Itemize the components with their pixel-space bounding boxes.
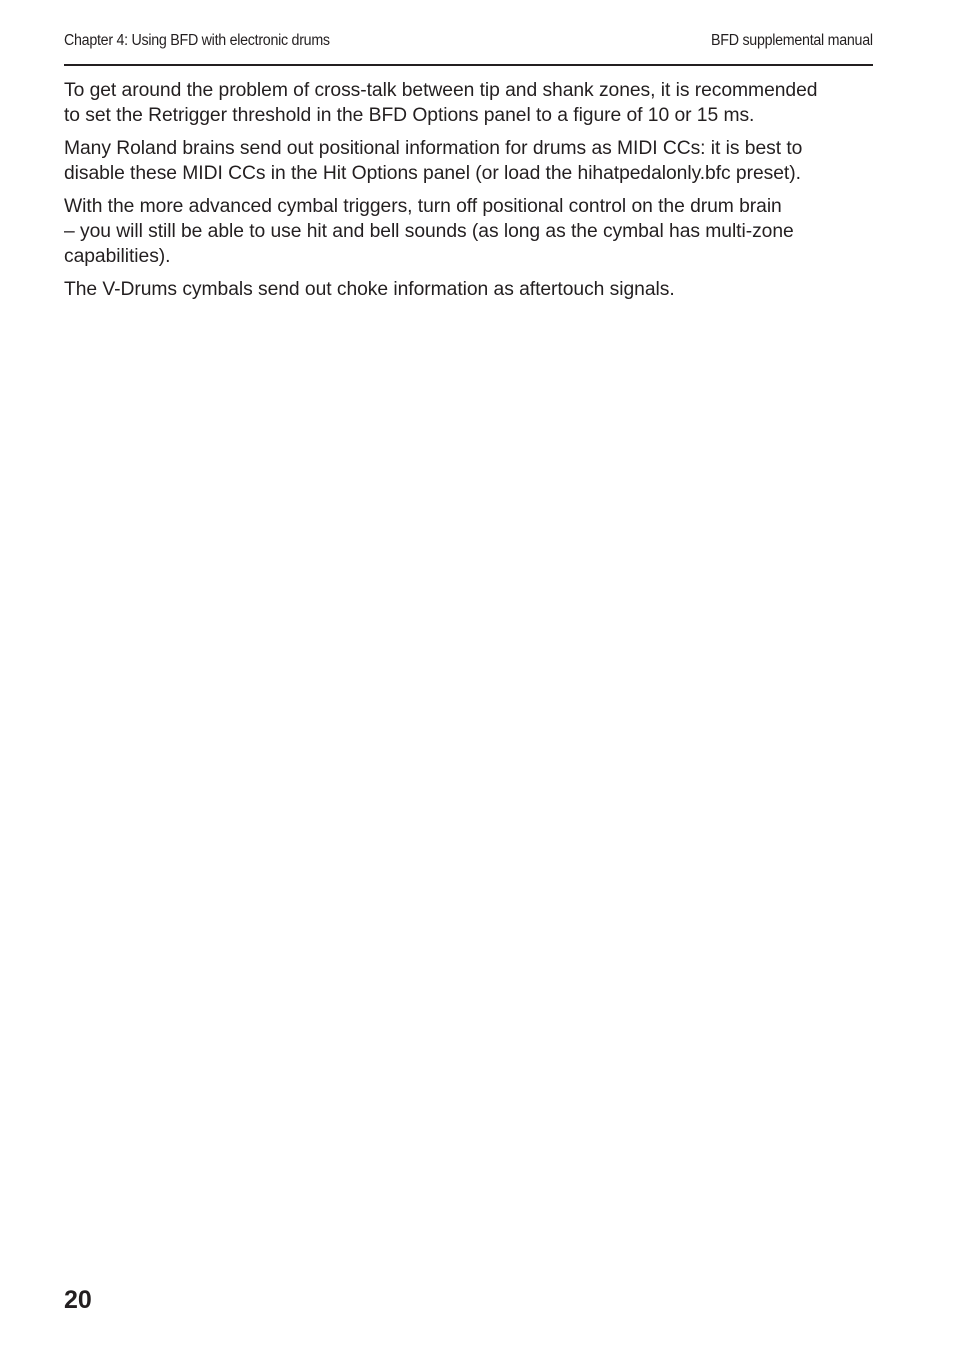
paragraph-midi-ccs: Many Roland brains send out positional information for drums as MIDI CCs: it is best to disable these MIDI CCs in the Hit Options panel (or load the hihatpedalonly.bfc preset). — [64, 138, 803, 184]
chapter-title: Chapter 4: Using BFD with electronic drums — [64, 32, 330, 49]
page-number: 20 — [64, 1286, 92, 1314]
page-header — [64, 30, 873, 66]
manual-title: BFD supplemental manual — [711, 32, 873, 49]
paragraph-cymbal-triggers: With the more advanced cymbal triggers, turn off positional control on the drum brain – you will still be able to use hit and bell sounds (as long as the cymbal has multi-zone capabilities). — [64, 196, 794, 267]
paragraph-choke: The V-Drums cymbals send out choke information as aftertouch signals. — [64, 279, 675, 300]
paragraph-retrigger: To get around the problem of cross-talk between tip and shank zones, it is recommended to set the Retrigger threshold in the BFD Options panel to a figure of 10 or 15 ms. — [64, 80, 818, 126]
body-text — [64, 78, 879, 310]
